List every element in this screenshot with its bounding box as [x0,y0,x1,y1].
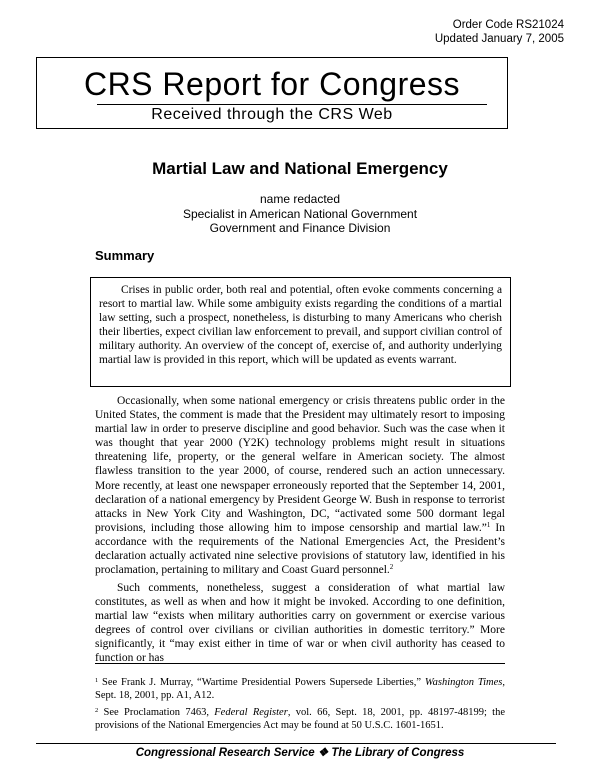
banner-subtitle: Received through the CRS Web [151,106,393,123]
banner-title: CRS Report for Congress [83,66,461,102]
footnote-1 [95,676,505,702]
body-paragraph-2 [95,581,505,666]
footnote-2 [95,706,505,732]
footer-divider [36,743,556,744]
author-division: Government and Finance Division [209,221,391,235]
footnote-divider [95,663,505,664]
footnote-2-number: 2 [95,707,99,714]
updated-date: Updated January 7, 2005 [434,33,564,45]
summary-text: Crises in public order, both real and potential, often evoke comments concerning a resort to martial law. While some ambiguity exists regarding the conditions of a martial law setting, such a prospect, nonetheless, is disturbing to many Americans who cherish their liberties, expect civilian law enforcement to prevail, and support civilian control of military authority. An overview of the concept of, exercise of, and authority underlying martial law is provided in this report, which will be updated as events warrant. [99,284,502,366]
footnote-2-text-a: See Proclamation 7463, [98,707,215,718]
author-block [0,192,600,236]
footer-text: Congressional Research Service ❖ The Library of Congress [135,747,465,759]
paragraph-1-text-a: Occasionally, when some national emergency or crisis threatens public order in the United States, the comment is made that the President may ultimately resort to imposing martial law in order to preserve discipline and good behavior. Such was the case when it was thought that year 2000 (Y2K) technology problems might result in situations threatening life, property, or the general welfare in American society. The almost flawless transition to the year 2000, of course, rendered such an action unnecessary. More recently, at least one newspaper erroneously reported that the September 14, 2001, declaration of a national emergency by President George W. Bush in response to terrorist attacks in New York City and Washington, DC, “activated some 500 dormant legal provisions, including those allowing him to impose censorship and martial law.” [95,395,505,534]
author-role: Specialist in American National Government [182,206,418,221]
order-code-block [435,18,564,46]
footnote-1-text-a: See Frank J. Murray, “Wartime Presidential Powers Supersede Liberties,” [98,677,425,688]
author-name: name redacted [259,192,341,206]
summary-heading: Summary [95,248,155,263]
crs-banner [36,57,508,129]
paragraph-1-text-b: In accordance with the requirements of the National Emergencies Act, the President’s declaration actually activated nine selective provisions of statutory law, identified in his proclamation, pertaining to military and Coast Guard personnel. [95,521,505,577]
footnote-ref-1[interactable]: 1 [486,520,491,529]
summary-box [90,277,511,387]
footnote-2-source: Federal Register [214,707,288,718]
body-paragraph-1 [95,394,505,577]
footnote-2-text-b: , vol. 66, Sept. 18, 2001, pp. 48197-48199; the provisions of the National Emergencies Act may be found at 50 U.S.C. 1601-1651. [95,707,505,731]
footnote-1-number: 1 [95,677,99,684]
report-title: Martial Law and National Emergency [152,159,448,178]
paragraph-2-text: Such comments, nonetheless, suggest a consideration of what martial law constitutes, as well as when and how it might be invoked. According to one definition, martial law “exists when military authorities carry on government or exercise various degrees of control over civilians or civilian authorities in domestic territory.” More significantly, it “may exist either in time of war or when civil authority has ceased to function or has [95,582,505,665]
footnote-1-source: Washington Times [424,677,503,688]
footnote-1-text-b: , Sept. 18, 2001, pp. A1, A12. [95,677,505,701]
order-code: Order Code RS21024 [452,19,564,31]
footnote-ref-2[interactable]: 2 [389,563,394,572]
